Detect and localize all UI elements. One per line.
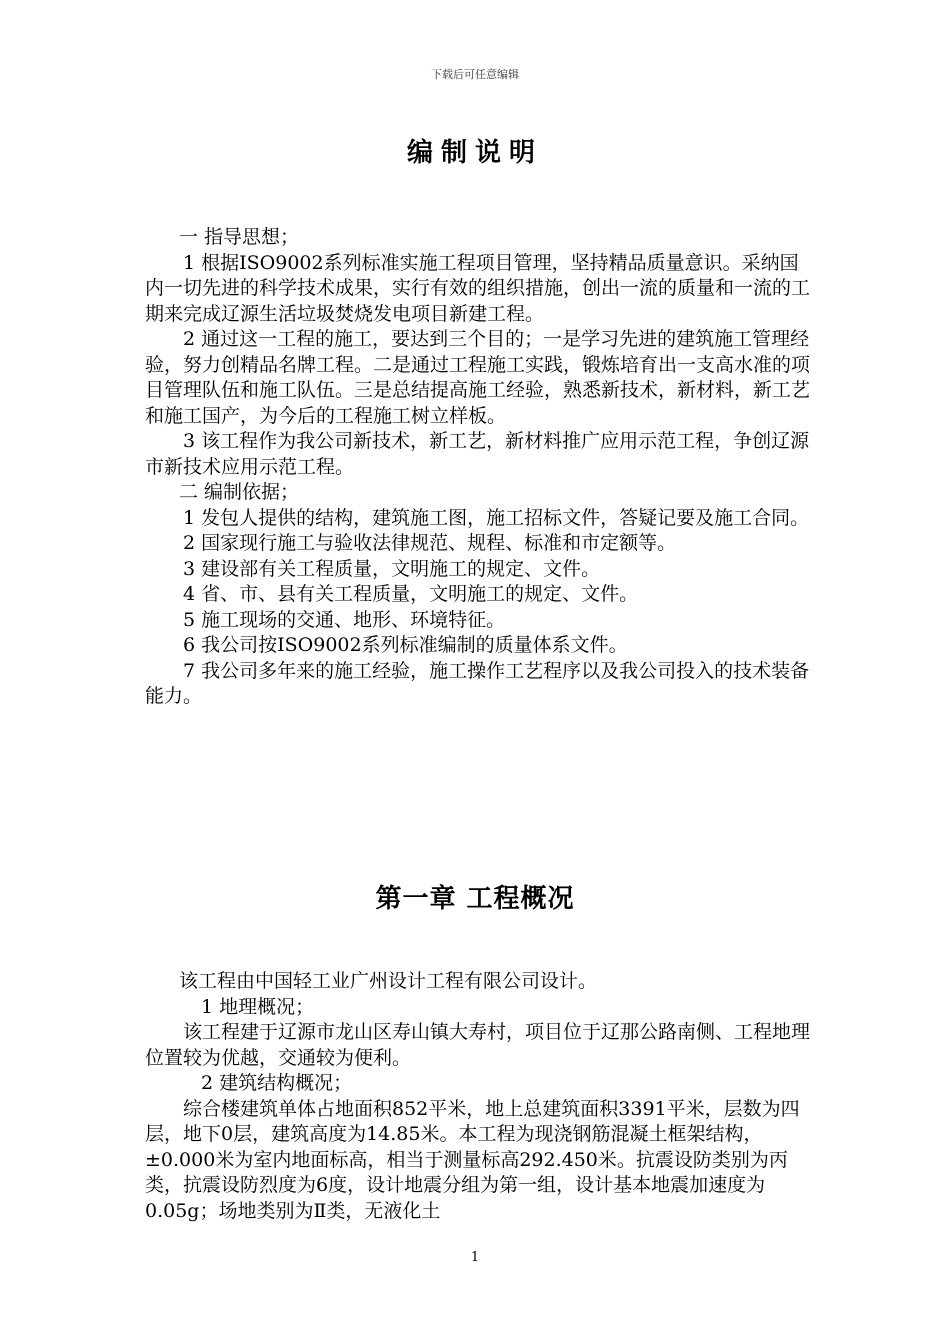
- compilation-notes-body: [145, 225, 810, 710]
- section-title-compilation-notes: 编制说明: [406, 138, 543, 168]
- project-overview-body: [145, 969, 810, 1224]
- paragraph: 7 我公司多年来的施工经验，施工操作工艺程序以及我公司投入的技术装备能力。: [145, 659, 810, 707]
- paragraph: 1 根据ISO9002系列标准实施工程项目管理，坚持精品质量意识。采纳国内一切先进的科学技术成果，实行有效的组织措施，创出一流的质量和一流的工期来完成辽源生活垃圾焚烧发电项目新建工程。: [145, 251, 811, 325]
- heading-guiding-ideas: 一 指导思想；: [179, 226, 300, 248]
- paragraph: 综合楼建筑单体占地面积852平米，地上总建筑面积3391平米，层数为四层，地下0层，建筑高度为14.85米。本工程为现浇钢筋混凝土框架结构，±0.000米为室内地面标高，相当于测量标高292.450米。抗震设防类别为丙类，抗震设防烈度为6度，设计地震分组为第一组，设计基本地震加速度为0.05g；场地类别为Ⅱ类，无液化土: [145, 1097, 800, 1222]
- paragraph: 2 通过这一工程的施工，要达到三个目的；一是学习先进的建筑施工管理经验，努力创精品名牌工程。二是通过工程施工实践，锻炼培育出一支高水准的项目管理队伍和施工队伍。三是总结提高施工经验，熟悉新技术，新材料，新工艺和施工国产，为今后的工程施工树立样板。: [145, 328, 811, 427]
- paragraph: 1 发包人提供的结构，建筑施工图，施工招标文件，答疑记要及施工合同。: [183, 506, 810, 529]
- paragraph: 5 施工现场的交通、地形、环境特征。: [183, 608, 506, 631]
- paragraph: 3 建设部有关工程质量，文明施工的规定、文件。: [183, 557, 601, 580]
- heading-compilation-basis: 二 编制依据；: [179, 481, 300, 503]
- paragraph: 该工程建于辽源市龙山区寿山镇大寿村，项目位于辽那公路南侧、工程地理位置较为优越，交通较为便利。: [145, 1021, 811, 1069]
- paragraph: 4 省、市、县有关工程质量，文明施工的规定、文件。: [183, 583, 639, 605]
- heading-geography: 1 地理概况；: [201, 995, 315, 1018]
- paragraph: 2 国家现行施工与验收法律规范、规程、标准和市定额等。: [183, 532, 677, 554]
- page-number: 1: [470, 1250, 480, 1265]
- paragraph: 3 该工程作为我公司新技术，新工艺，新材料推广应用示范工程，争创辽源市新技术应用示范工程。: [145, 430, 810, 478]
- header-note: 下载后可任意编辑: [431, 68, 519, 81]
- paragraph: 6 我公司按ISO9002系列标准编制的质量体系文件。: [183, 634, 628, 656]
- heading-structure: 2 建筑结构概况；: [201, 1072, 353, 1094]
- chapter-title-project-overview: 第一章 工程概况: [375, 884, 575, 914]
- paragraph: 该工程由中国轻工业广州设计工程有限公司设计。: [179, 970, 598, 992]
